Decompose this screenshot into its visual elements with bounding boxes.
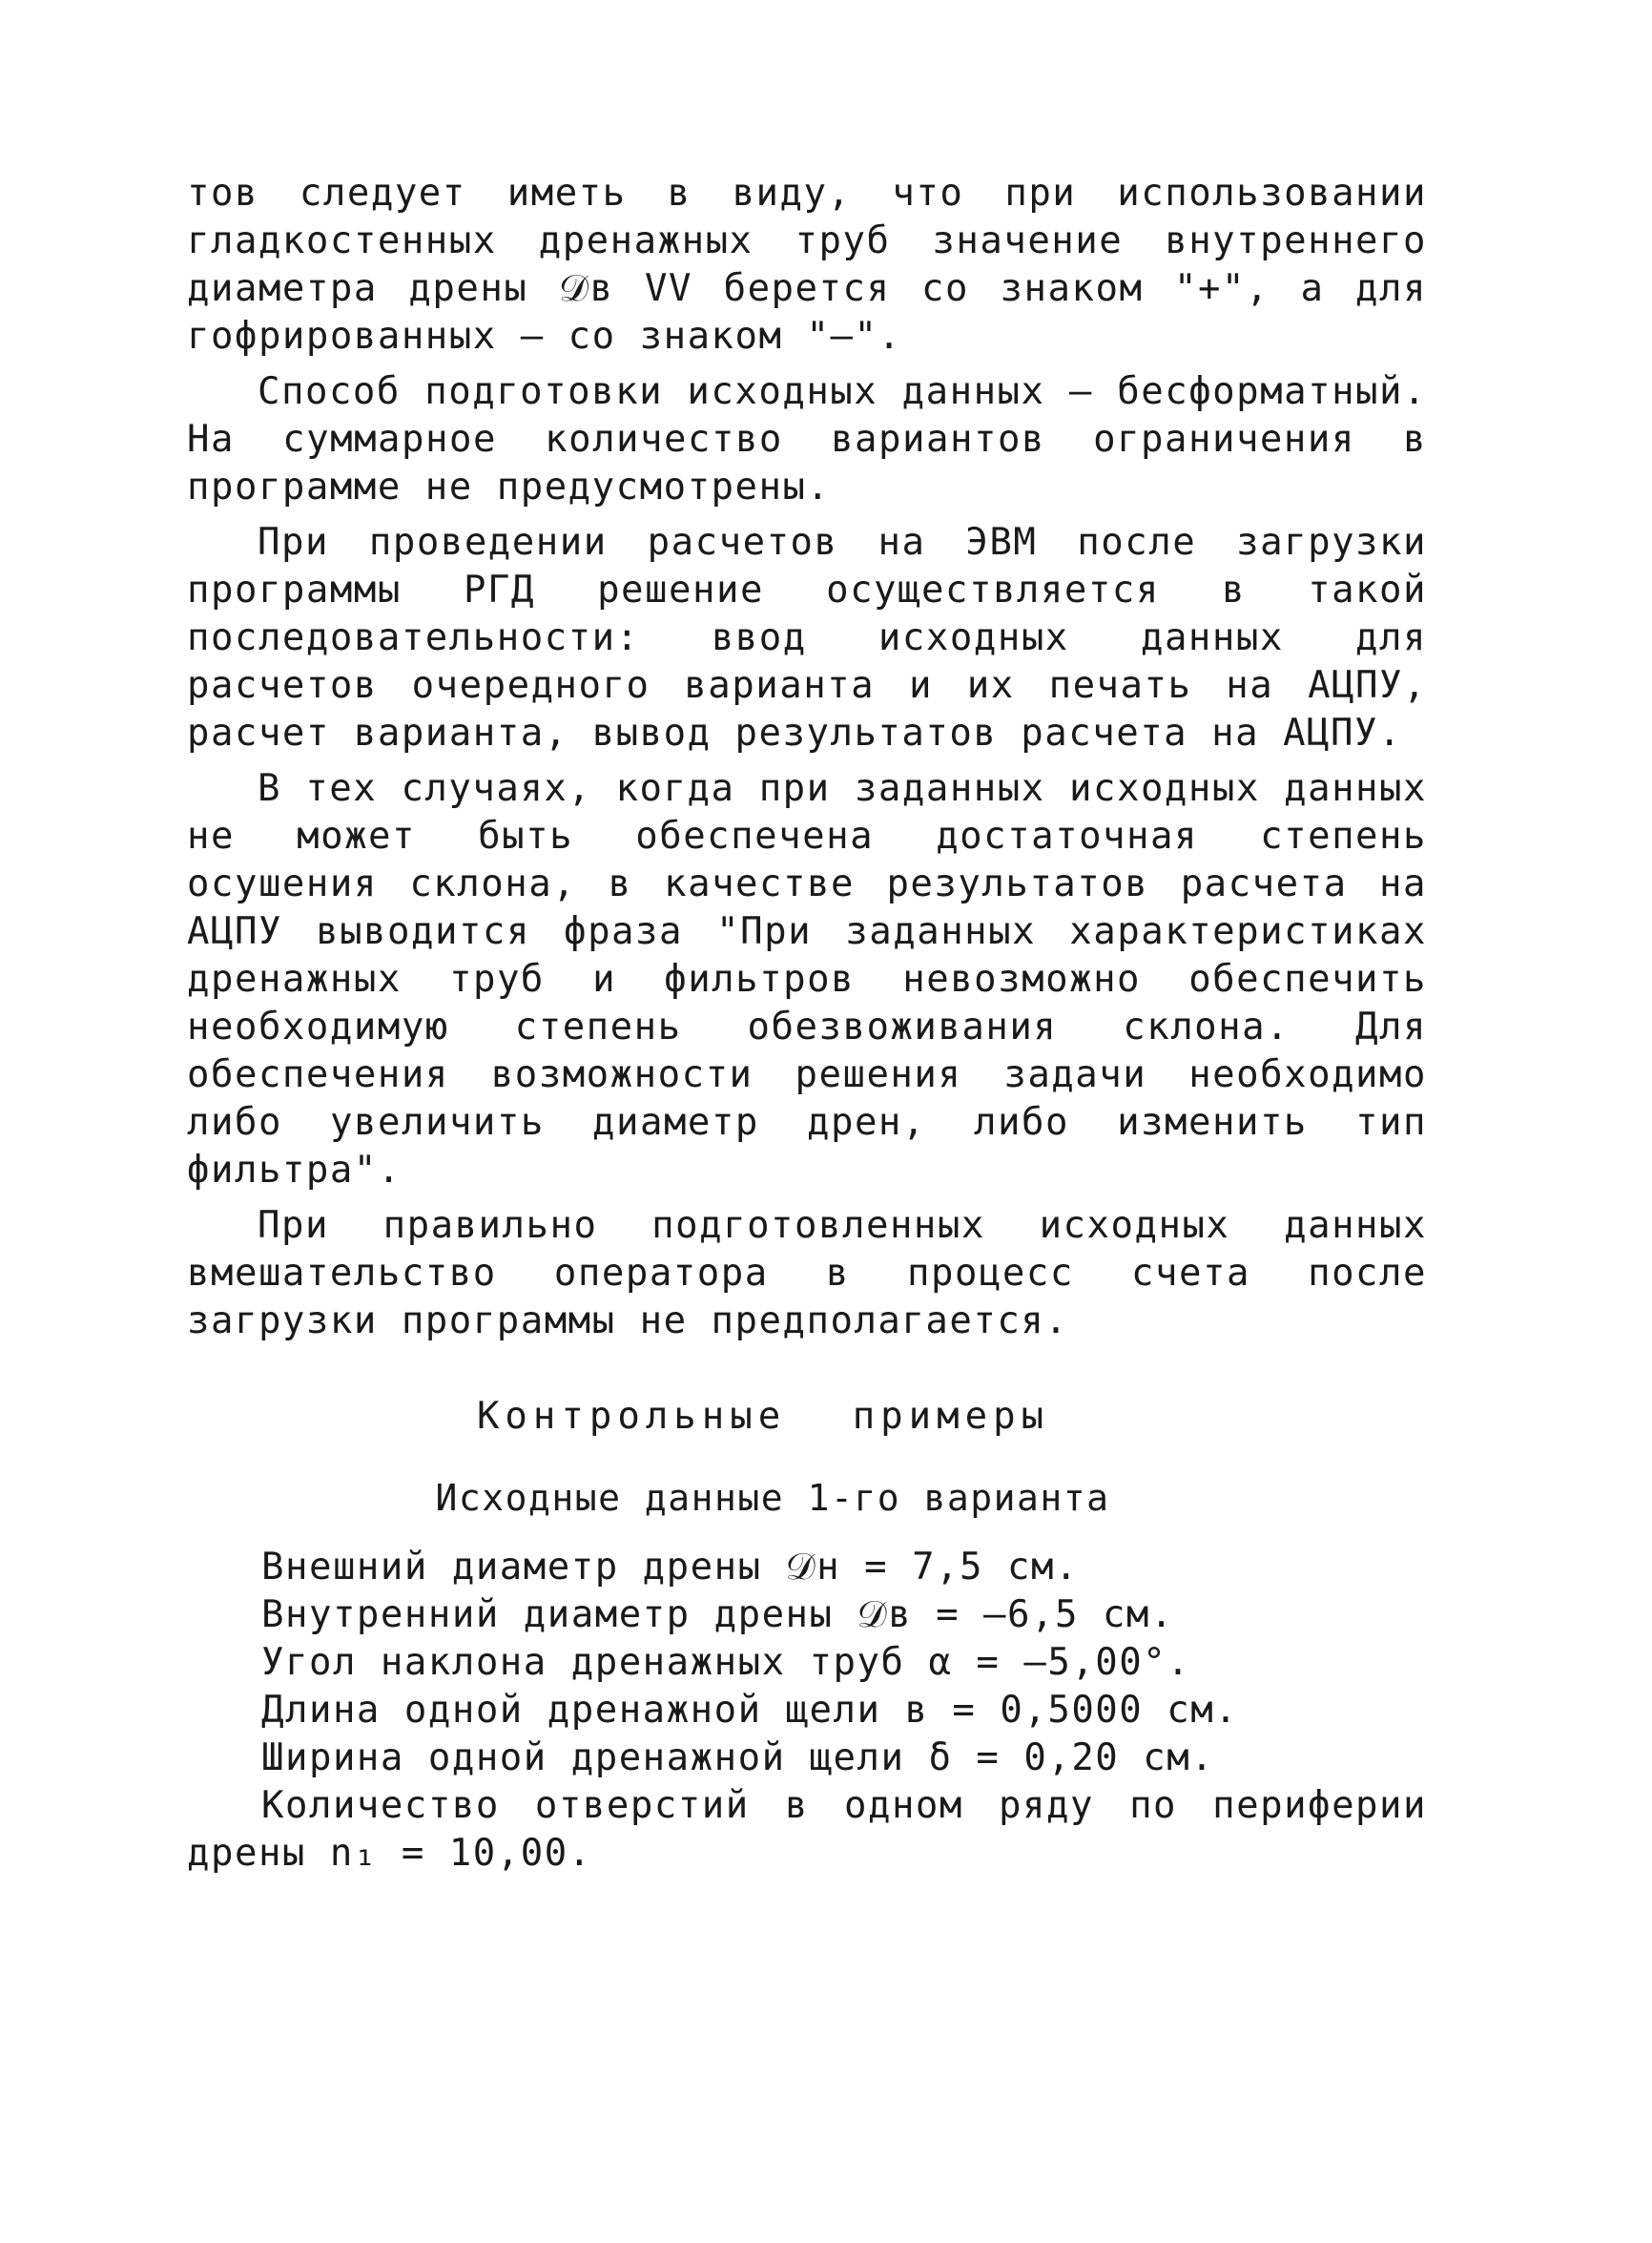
body-text	[187, 170, 1427, 1345]
section-heading: Контрольные примеры	[476, 1395, 1050, 1438]
data-line-hole-count: Количество отверстий в одном ряду по периферии дрены n₁ = 10,00.	[187, 1784, 1427, 1875]
paragraph-3: При проведении расчетов на ЭВМ после загрузки программы РГД решение осуществляется в такой последовательности: ввод исходных данных для расчетов очередного варианта и их печать на АЦПУ, расчет варианта, вывод результатов расчета на АЦПУ.	[187, 521, 1427, 755]
data-line-inner-diameter: Внутренний диаметр дрены 𝒟в = –6,5 см.	[261, 1593, 1174, 1636]
data-line-slot-width: Ширина одной дренажной щели δ = 0,20 см.	[261, 1736, 1215, 1779]
data-line-slot-length: Длина одной дренажной щели в = 0,5000 см.	[261, 1689, 1239, 1732]
paragraph-4: В тех случаях, когда при заданных исходных данных не может быть обеспечена достаточная степень осушения склона, в качестве результатов расчета на АЦПУ выводится фраза "При заданных характеристиках дренажных труб и фильтров невозможно обеспечить необходимую степень обезвоживания склона. Для обеспечения возможности решения задачи необходимо либо увеличить диаметр дрен, либо изменить тип фильтра".	[187, 767, 1427, 1192]
data-line-outer-diameter: Внешний диаметр дрены 𝒟н = 7,5 см.	[261, 1546, 1079, 1589]
paragraph-1: тов следует иметь в виду, что при использовании гладкостенных дренажных труб значение внутреннего диаметра дрены 𝒟в VV берется со знаком "+", а для гофрированных – со знаком "–".	[187, 172, 1427, 358]
data-line-slope-angle: Угол наклона дренажных труб α = –5,00°.	[261, 1641, 1191, 1684]
paragraph-2: Способ подготовки исходных данных – бесформатный. На суммарное количество вариантов ограничения в программе не предусмотрены.	[187, 370, 1427, 509]
paragraph-5: При правильно подготовленных исходных данных вмешательство оператора в процесс счета после загрузки программы не предполагается.	[187, 1204, 1427, 1342]
input-data-list	[187, 1544, 1427, 1878]
section-subheading: Исходные данные 1-го варианта	[435, 1477, 1110, 1519]
